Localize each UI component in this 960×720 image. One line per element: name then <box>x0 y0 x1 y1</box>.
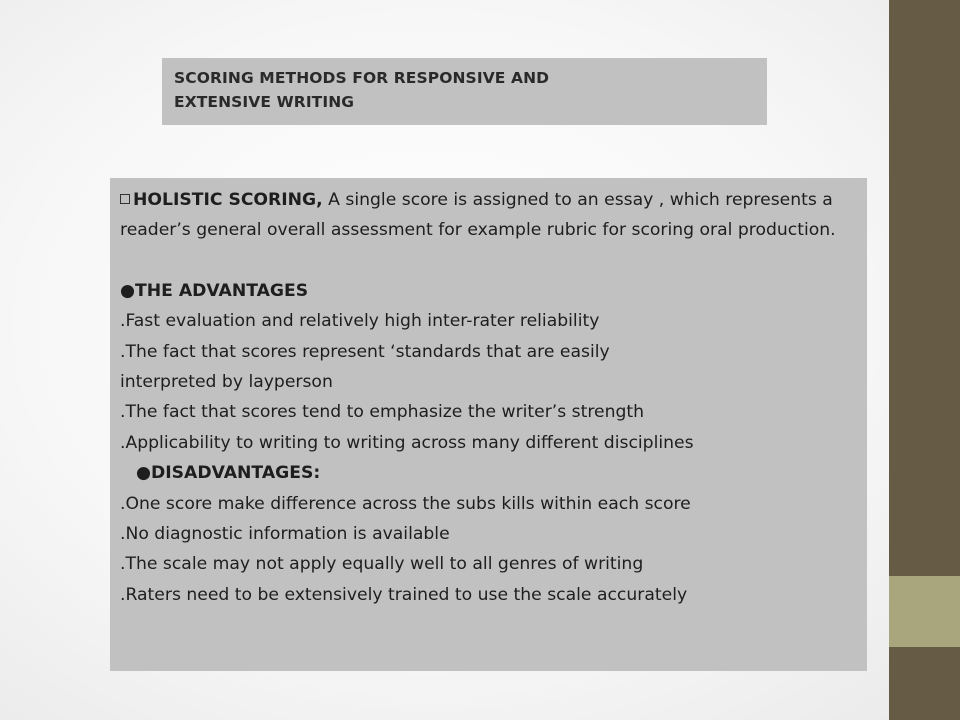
content-box <box>110 178 867 671</box>
advantage-item: .The fact that scores tend to emphasize the writer’s strength <box>120 402 645 423</box>
disadvantages-heading: DISADVANTAGES: <box>151 463 321 484</box>
right-sidebar-accent <box>889 576 960 647</box>
slide-title: SCORING METHODS FOR RESPONSIVE AND EXTENSIVE WRITING <box>174 69 550 111</box>
disadvantage-item: .The scale may not apply equally well to all genres of writing <box>120 554 644 575</box>
advantage-item: .Applicability to writing to writing across many different disciplines <box>120 432 694 453</box>
spacer <box>120 246 859 276</box>
advantage-item: .Fast evaluation and relatively high inter-rater reliability <box>120 311 600 332</box>
disadvantages-heading-row <box>120 458 859 488</box>
square-bullet-icon <box>120 194 130 204</box>
advantage-item: .The fact that scores represent ‘standards that are easily <box>120 341 610 362</box>
intro-text: A single score is assigned to an essay , which represents a reader’s general overall assessment for example rubric for scoring oral production. <box>120 190 836 241</box>
advantages-heading: THE ADVANTAGES <box>135 280 309 301</box>
advantage-item: interpreted by layperson <box>120 372 333 393</box>
title-box <box>162 58 767 125</box>
advantages-heading-row <box>120 276 859 306</box>
intro-paragraph <box>120 185 860 246</box>
intro-heading: HOLISTIC SCORING, <box>133 190 323 210</box>
disadvantage-item: .No diagnostic information is available <box>120 524 450 545</box>
bullet-dot-icon: ● <box>120 280 135 301</box>
disadvantage-item: .One score make difference across the subs kills within each score <box>120 493 691 514</box>
disadvantage-item: .Raters need to be extensively trained to use the scale accurately <box>120 584 688 605</box>
bullet-dot-icon: ● <box>136 463 151 484</box>
